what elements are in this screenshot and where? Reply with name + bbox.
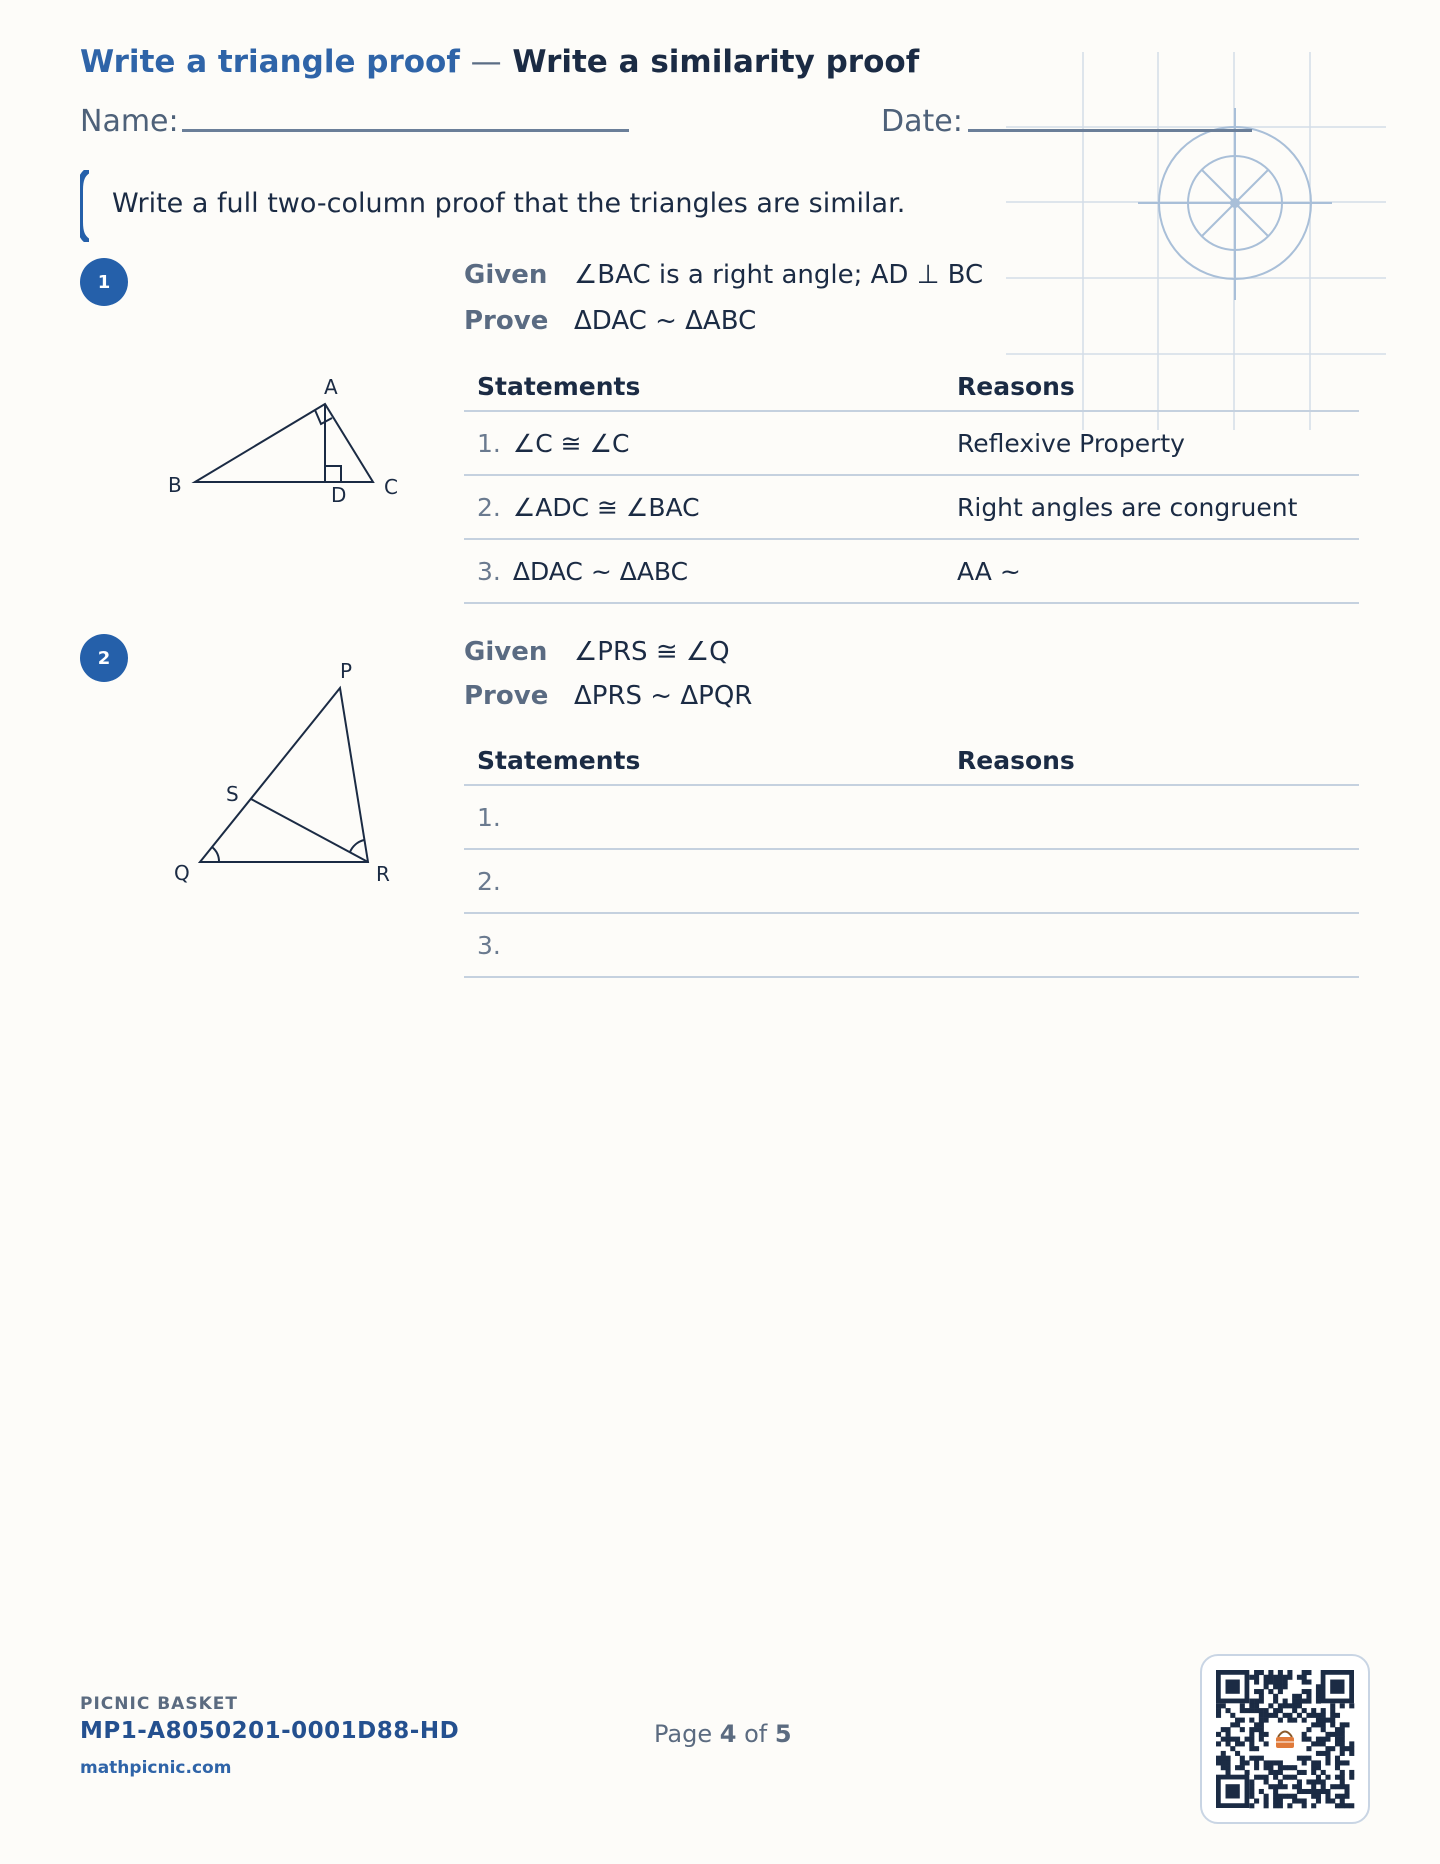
prove-value: ΔDAC ~ ΔABC <box>574 306 757 336</box>
row-statement: ΔDAC ~ ΔABC <box>512 556 689 586</box>
row-reason: AA ~ <box>957 556 1021 586</box>
prove-label: Prove <box>464 681 549 711</box>
given-value: ∠PRS ≅ ∠Q <box>574 637 730 667</box>
row-number: 3. <box>477 930 501 960</box>
row-number: 3. <box>477 556 501 586</box>
problem-1-proof-table <box>464 362 1359 604</box>
name-label: Name: <box>80 104 179 139</box>
point-label-r: R <box>376 862 390 886</box>
row-number: 2. <box>477 492 501 522</box>
problem-2-proof-table <box>464 736 1359 978</box>
page-of: of <box>744 1720 768 1748</box>
page-title <box>80 44 919 80</box>
row-statement: ∠C ≅ ∠C <box>512 428 630 458</box>
row-number: 2. <box>477 866 501 896</box>
proof-row <box>464 412 1359 476</box>
qr-code-pattern <box>1202 1656 1368 1822</box>
problem-1-figure <box>160 370 410 520</box>
proof-table-header <box>464 362 1359 412</box>
date-field-line[interactable] <box>968 129 1252 132</box>
picnic-basket-icon <box>1271 1725 1299 1753</box>
page-indicator <box>654 1720 792 1748</box>
given-label: Given <box>464 637 548 667</box>
given-label: Given <box>464 260 548 290</box>
problem-1-prove <box>464 306 756 336</box>
footer-brand: PICNIC BASKET <box>80 1694 238 1714</box>
page-prefix: Page <box>654 1720 713 1748</box>
row-reason: Reflexive Property <box>957 428 1185 458</box>
page-current: 4 <box>719 1720 737 1748</box>
proof-row <box>464 476 1359 540</box>
problem-1-badge: 1 <box>80 258 128 306</box>
problem-2-prove <box>464 681 752 711</box>
row-reason: Right angles are congruent <box>957 492 1298 522</box>
date-label: Date: <box>881 104 963 139</box>
reasons-header: Reasons <box>957 371 1075 401</box>
reasons-header: Reasons <box>957 745 1075 775</box>
problem-2-figure <box>160 650 410 900</box>
instructions-bracket <box>80 170 89 242</box>
page-total: 5 <box>774 1720 792 1748</box>
title-subtopic: Write a similarity proof <box>512 44 920 80</box>
point-label-d: D <box>331 483 347 507</box>
proof-table-header <box>464 736 1359 786</box>
qr-code[interactable] <box>1200 1654 1370 1824</box>
point-label-a: A <box>324 375 338 399</box>
row-number: 1. <box>477 428 501 458</box>
statements-header: Statements <box>477 371 641 401</box>
title-topic: Write a triangle proof <box>80 44 460 80</box>
proof-row[interactable] <box>464 850 1359 914</box>
given-value: ∠BAC is a right angle; AD ⊥ BC <box>574 260 984 290</box>
problem-2-given <box>464 637 730 667</box>
point-label-s: S <box>226 782 239 806</box>
point-label-b: B <box>168 473 182 497</box>
statements-header: Statements <box>477 745 641 775</box>
row-statement: ∠ADC ≅ ∠BAC <box>512 492 700 522</box>
footer-link[interactable]: mathpicnic.com <box>80 1758 232 1778</box>
proof-row[interactable] <box>464 786 1359 850</box>
proof-row[interactable] <box>464 914 1359 978</box>
proof-row <box>464 540 1359 604</box>
point-label-c: C <box>384 475 398 499</box>
title-separator: — <box>470 44 502 80</box>
prove-label: Prove <box>464 306 549 336</box>
point-label-p: P <box>340 659 353 683</box>
instructions-text: Write a full two-column proof that the triangles are similar. <box>112 188 906 219</box>
point-label-q: Q <box>174 861 190 885</box>
prove-value: ΔPRS ~ ΔPQR <box>574 681 753 711</box>
problem-2-badge: 2 <box>80 634 128 682</box>
name-field-line[interactable] <box>182 129 629 132</box>
row-number: 1. <box>477 802 501 832</box>
worksheet-code: MP1-A8050201-0001D88-HD <box>80 1718 460 1744</box>
problem-1-given <box>464 260 983 290</box>
